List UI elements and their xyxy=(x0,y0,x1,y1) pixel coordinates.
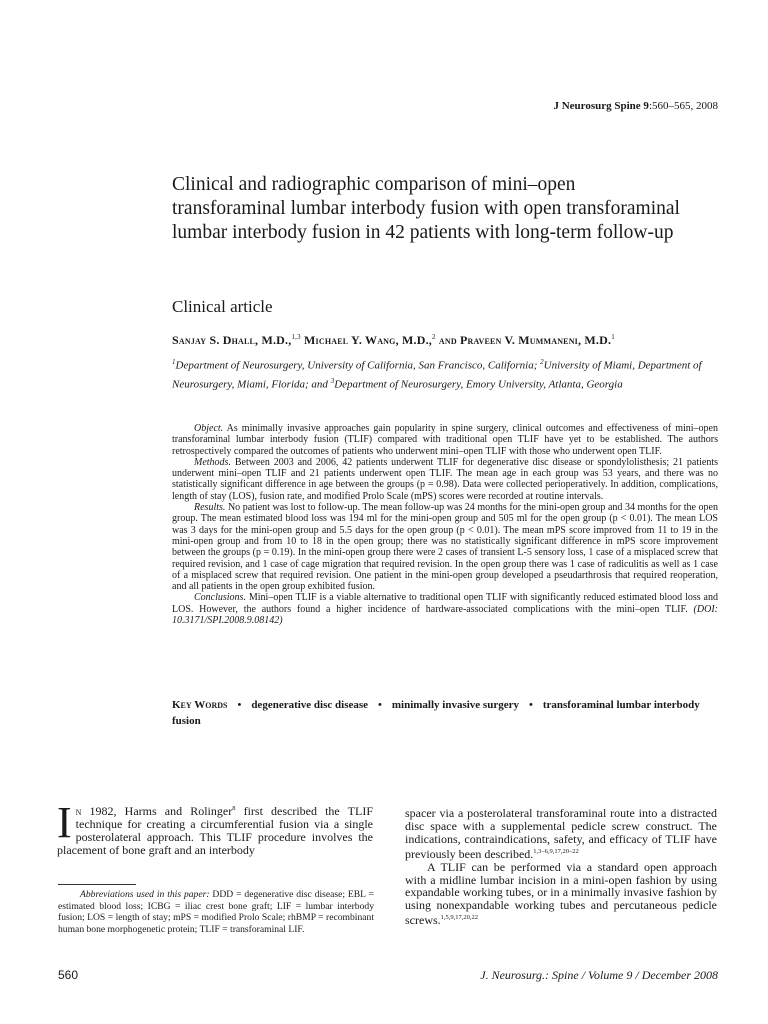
page-number: 560 xyxy=(58,968,79,982)
abstract-label: Conclusions. xyxy=(194,592,246,604)
abstract-label: Object. xyxy=(194,423,224,434)
keywords xyxy=(172,697,718,729)
author-name: Sanjay S. Dhall, M.D., xyxy=(172,333,292,347)
footnote-text: DDD = degenerative disc disease; EBL = estimated blood loss; ICBG = iliac crest bone graft; LIF = lumbar interbody fusion; LOS = length of stay; mPS = modified Prolo Scale; rhBMP = recombinant human bone morphogenetic protein; TLIF = transforaminal LIF. xyxy=(58,889,374,936)
article-type: Clinical article xyxy=(172,297,273,316)
body-column-left xyxy=(57,798,373,857)
affiliations xyxy=(172,355,720,392)
keyword-item: transforaminal lumbar interbody fusion xyxy=(172,699,700,727)
affil-sup: 2 xyxy=(540,358,544,366)
abstract-label: Results. xyxy=(194,502,226,514)
abstract-conclusions xyxy=(172,592,718,626)
body-paragraph xyxy=(405,807,717,861)
abbreviations-footnote xyxy=(58,889,374,936)
keywords-label: Key Words xyxy=(172,699,228,711)
abstract-text: No patient was lost to follow-up. The mean follow-up was 24 months for the mini-open group and 34 months for the open group. The mean estimated blood loss was 194 ml for the mini-open group and 505 ml for the open group (p < 0.01). The mean LOS was 3 days for the mini-open group and 5.5 days for the open group (p < 0.01). The mean mPS score improved from 11 to 19 in the mini-open group and from 10 to 18 in the open group; there was no statistically significant difference in mPS score improvement between the groups (p = 0.19). In the mini-open group there were 2 cases of transient L-5 sensory loss, 1 case of a misplaced screw that required revision, and 1 case of cage migration that required revision. In the open group there was 1 case of radiculitis as well as 1 case of a misplaced screw that required revision. One patient in the mini-open group developed a pseudarthrosis that required reoperation, and all patients in the open group exhibited fusion. xyxy=(172,502,718,593)
citation-sup: 8 xyxy=(232,805,236,812)
abstract-methods xyxy=(172,457,718,502)
abstract-text: Between 2003 and 2006, 42 patients underwent TLIF for degenerative disc disease or spondylolisthesis; 21 patients underwent mini–open TLIF and 21 patients underwent open TLIF. The mean age in each group was 53 years, and there was no statistically significant difference in age between the groups (p = 0.98). Data were collected perioperatively. In addition, complications, length of stay (LOS), fusion rate, and modified Prolo Scale (mPS) scores were recorded at routine intervals. xyxy=(172,456,718,502)
affil-sup: 1 xyxy=(172,358,176,366)
author-name: Michael Y. Wang, M.D., xyxy=(304,333,432,347)
author-conjunction: and xyxy=(438,333,457,347)
bullet-separator: • xyxy=(237,699,242,711)
abstract-label: Methods. xyxy=(194,456,231,468)
abstract xyxy=(172,423,718,626)
footnote-paragraph xyxy=(58,889,374,936)
body-paragraph xyxy=(405,861,717,928)
abstract-results xyxy=(172,502,718,592)
keyword-item: degenerative disc disease xyxy=(251,699,369,711)
author-affil-sup: 1 xyxy=(611,333,615,341)
affil-sup: 3 xyxy=(330,376,335,385)
citation-sup: 1,5,9,17,20,22 xyxy=(440,914,479,922)
bullet-separator: • xyxy=(528,699,533,711)
author-list xyxy=(172,333,732,348)
abstract-object xyxy=(172,423,718,457)
drop-cap: I xyxy=(57,798,72,847)
bullet-separator: • xyxy=(378,699,382,711)
keyword-item: minimally invasive surgery xyxy=(391,699,519,711)
lead-in: n xyxy=(75,804,82,818)
body-text: A TLIF can be performed via a standard open approach with a midline lumbar incision in a mini-open fashion by using expandable working tubes, or in a minimally invasive fashion by using nonexpandable working tubes and percutaneous pedicle screws. xyxy=(405,859,717,928)
footnote-label: Abbreviations used in this paper: xyxy=(80,889,210,900)
affiliation-text: Department of Neurosurgery, University of California, San Francisco, California; xyxy=(175,359,541,372)
body-text: spacer via a posterolateral transforaminal route into a distracted disc space with a supplemental pedicle screw construct. The indications, contraindications, safety, and efficacy of TLIF have previously been described. xyxy=(405,806,717,861)
footnote-divider xyxy=(58,884,136,885)
running-footer: J. Neurosurg.: Spine / Volume 9 / December 2008 xyxy=(480,968,718,982)
body-text: 1982, Harms and Rolinger xyxy=(81,804,233,818)
affiliation-text: University of Miami, Department of Neurosurgery, Miami, Florida; and xyxy=(172,359,702,391)
author-affil-sup: 2 xyxy=(431,333,436,341)
article-title: Clinical and radiographic comparison of mini–open transforaminal lumbar interbody fusion with open transforaminal lumbar interbody fusion in 42 patients with long-term follow-up xyxy=(172,174,680,243)
journal-citation xyxy=(553,100,718,112)
author-affil-sup: 1,3 xyxy=(291,333,301,341)
body-column-right xyxy=(405,807,717,927)
citation-sup: 1,3–6,9,17,20–22 xyxy=(533,847,579,855)
abstract-text: As minimally invasive approaches gain popularity in spine surgery, clinical outcomes and effectiveness of mini–open transforaminal lumbar interbody fusion (TLIF) compared with traditional open TLIF have yet to be established. The authors retrospectively compared the outcomes of patients who underwent mini–open TLIF with those who underwent open TLIF. xyxy=(172,423,718,457)
author-name: Praveen V. Mummaneni, M.D. xyxy=(460,333,612,347)
affiliation-text: Department of Neurosurgery, Emory University, Atlanta, Georgia xyxy=(334,378,623,391)
body-text: first described the TLIF technique for creating a circumferential fusion via a single posterolateral approach. This TLIF procedure involves the placement of bone graft and an interbody xyxy=(57,804,373,857)
doi-link[interactable]: (DOI: 10.3171/SPI.2008.9.08142) xyxy=(172,603,718,627)
journal-abbrev: J Neurosurg Spine 9 xyxy=(553,100,649,112)
abstract-text: Mini–open TLIF is a viable alternative to traditional open TLIF with significantly reduced estimated blood loss and LOS. However, the authors found a higher incidence of hardware-associated complications with the mini–open TLIF. xyxy=(172,592,718,615)
journal-pages-year: :560–565, 2008 xyxy=(648,100,718,112)
